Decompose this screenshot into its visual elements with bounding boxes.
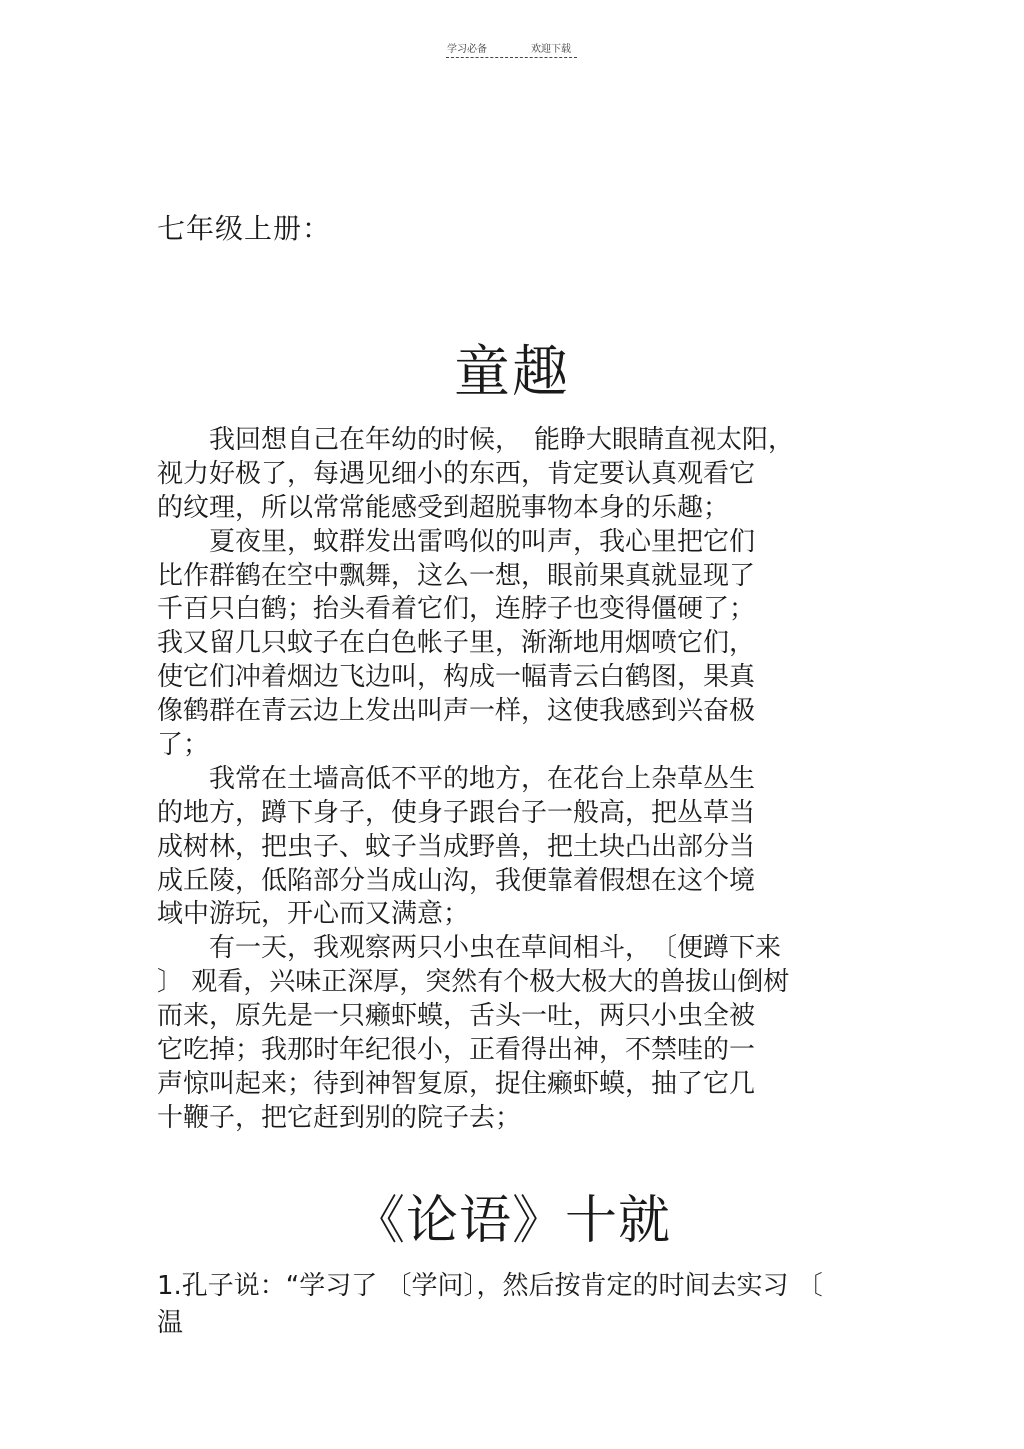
body-line: 我常在土墙高低不平的地方，在花台上杂草丛生 (157, 763, 756, 794)
body-line: 的纹理，所以常常能感受到超脱事物本身的乐趣； (157, 492, 730, 523)
body-line: 1.孔子说：“学习了 〔学问〕，然后按肯定的时间去实习 〔 (157, 1271, 823, 1301)
body-line: 了； (157, 730, 210, 761)
body-line: 域中游玩，开心而又满意； (157, 899, 470, 930)
volume-heading: 七年级上册： (157, 212, 332, 245)
body-line: 我回想自己在年幼的时候， 能睁大眼睛直视太阳， (157, 425, 795, 455)
body-line: 而来，原先是一只癞虾蟆，舌头一吐，两只小虫全被 (157, 1001, 756, 1032)
body-line: 比作群鹤在空中飘舞，这么一想，眼前果真就显现了 (157, 560, 756, 591)
body-line: 夏夜里，蚊群发出雷鸣似的叫声，我心里把它们 (157, 526, 756, 557)
body-line: 温 (157, 1308, 184, 1338)
header-divider (446, 57, 577, 58)
lunyu-body (157, 1268, 877, 1342)
body-line: 成丘陵，低陷部分当成山沟，我便靠着假想在这个境 (157, 865, 756, 896)
body-line: 像鹤群在青云边上发出叫声一样，这使我感到兴奋极 (157, 696, 756, 727)
body-line: 成树林，把虫子、蚊子当成野兽，把土块凸出部分当 (157, 831, 756, 862)
body-line: 它吃掉；我那时年纪很小，正看得出神，不禁哇的一 (157, 1035, 756, 1066)
body-line: 使它们冲着烟边飞边叫，构成一幅青云白鹤图，果真 (157, 662, 756, 693)
header-left-text: 学习必备 (447, 44, 487, 55)
body-line: 视力好极了，每遇见细小的东西，肯定要认真观看它 (157, 458, 756, 489)
section-title-tongqu: 童趣 (454, 340, 570, 405)
tongqu-body (157, 424, 877, 1136)
body-line: 的地方，蹲下身子，使身子跟台子一般高，把丛草当 (157, 797, 756, 828)
body-line: 声惊叫起来；待到神智复原，捉住癞虾蟆，抽了它几 (157, 1068, 756, 1099)
body-line: 千百只白鹤；抬头看着它们，连脖子也变得僵硬了； (157, 594, 756, 625)
body-line: 有一天，我观察两只小虫在草间相斗， 〔便蹲下来 (157, 933, 782, 964)
body-line: 〕 观看，兴味正深厚，突然有个极大极大的兽拔山倒树 (157, 967, 790, 998)
header-right-text: 欢迎下载 (531, 44, 571, 55)
body-line: 我又留几只蚊子在白色帐子里，渐渐地用烟喷它们， (157, 628, 756, 659)
body-line: 十鞭子，把它赶到别的院子去； (157, 1102, 522, 1133)
section-title-lunyu: 《论语》十就 (352, 1191, 671, 1251)
